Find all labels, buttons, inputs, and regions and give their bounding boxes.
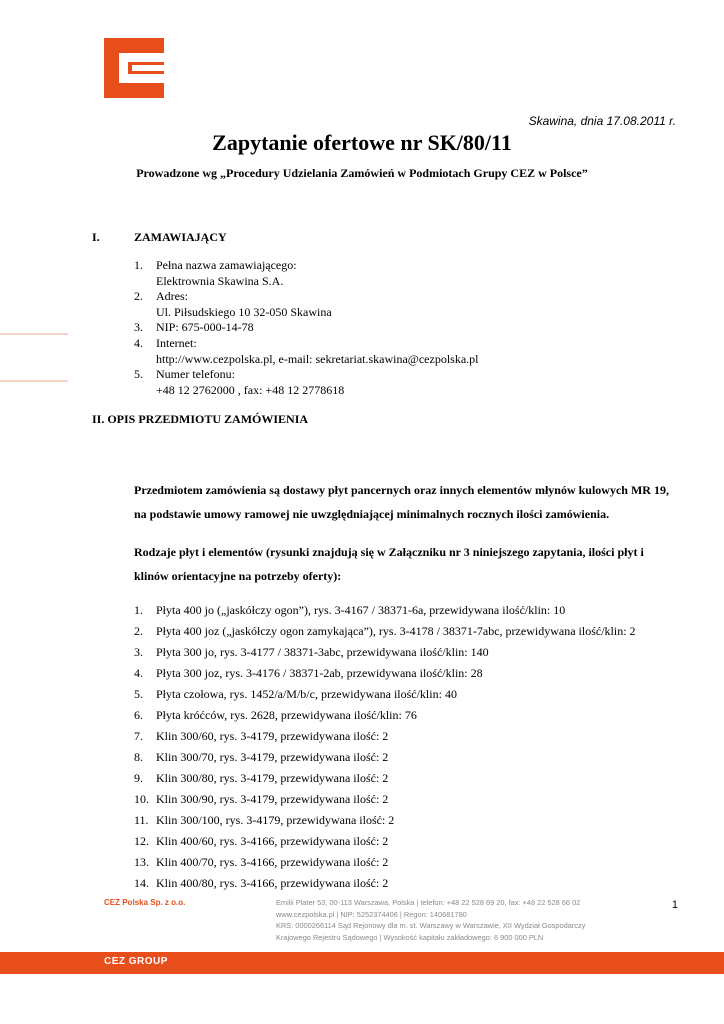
elements-intro: Rodzaje płyt i elementów (rysunki znajdują się w Załączniku nr 3 niniejszego zapytania, ilości płyt i klinów orientacyjne na potrzeby oferty): xyxy=(134,545,644,583)
list-item: 6. Płyta króćców, rys. 2628, przewidywana ilość/klin: 76 xyxy=(134,708,417,722)
margin-divider xyxy=(0,333,68,335)
list-item: 9. Klin 300/80, rys. 3-4179, przewidywana ilość: 2 xyxy=(134,771,389,785)
list-item: 2. Płyta 400 joz („jaskółczy ogon zamykająca”), rys. 3-4178 / 38371-7abc, przewidywana ilość/klin: 2 xyxy=(134,624,636,638)
list-item: 5. Numer telefonu: xyxy=(134,367,235,382)
list-item: 7. Klin 300/60, rys. 3-4179, przewidywana ilość: 2 xyxy=(134,729,389,743)
list-item: http://www.cezpolska.pl, e-mail: sekretariat.skawina@cezpolska.pl xyxy=(156,351,479,366)
section-1-title: ZAMAWIAJĄCY xyxy=(134,230,227,244)
page-subtitle: Prowadzone wg „Procedury Udzielania Zamówień w Podmiotach Grupy CEZ w Polsce” xyxy=(136,166,588,180)
list-item: 10. Klin 300/90, rys. 3-4179, przewidywana ilość: 2 xyxy=(134,792,389,806)
list-item: +48 12 2762000 , fax: +48 12 2778618 xyxy=(156,382,345,397)
list-item: 13. Klin 400/70, rys. 3-4166, przewidywana ilość: 2 xyxy=(134,855,389,869)
footer-company-info: Emilii Plater 53, 00-113 Warszawa, Polska | telefon: +48 22 528 69 20, fax: +48 22 528 66 02 www.cezpolska.pl | NIP: 5252374406 | Regon: 140681780 KRS: 0000266114 Sąd Rejonowy dla m. st. Warszawy w Warszawie, XII Wydział Gospodarczy Krajowego Rejestru Sądowego | Wysokość kapitału zakładowego: 6 900 000 PLN xyxy=(276,898,586,942)
list-item: 5. Płyta czołowa, rys. 1452/a/M/b/c, przewidywana ilość/klin: 40 xyxy=(134,687,457,701)
list-item: 2. Adres: xyxy=(134,289,188,304)
list-item: 3. NIP: 675-000-14-78 xyxy=(134,320,254,335)
list-item: 4. Płyta 300 joz, rys. 3-4176 / 38371-2ab, przewidywana ilość/klin: 28 xyxy=(134,666,483,680)
list-item: Elektrownia Skawina S.A. xyxy=(156,273,284,288)
page-number: 1 xyxy=(671,899,678,911)
document-date: Skawina, dnia 17.08.2011 r. xyxy=(528,114,676,128)
list-item: Ul. Piłsudskiego 10 32-050 Skawina xyxy=(156,304,332,319)
cez-logo-icon xyxy=(104,38,164,98)
list-item: 11. Klin 300/100, rys. 3-4179, przewidywana ilość: 2 xyxy=(134,813,395,827)
elements-list xyxy=(134,603,636,897)
footer-group-label: CEZ GROUP xyxy=(104,956,168,967)
list-item: 1. Pełna nazwa zamawiającego: xyxy=(134,258,297,272)
list-item: 12. Klin 400/60, rys. 3-4166, przewidywana ilość: 2 xyxy=(134,834,389,848)
page-title: Zapytanie ofertowe nr SK/80/11 xyxy=(212,130,512,155)
list-item: 8. Klin 300/70, rys. 3-4179, przewidywana ilość: 2 xyxy=(134,750,389,764)
list-item: 14. Klin 400/80, rys. 3-4166, przewidywana ilość: 2 xyxy=(134,876,389,890)
list-item: 3. Płyta 300 jo, rys. 3-4177 / 38371-3abc, przewidywana ilość/klin: 140 xyxy=(134,645,489,659)
section-2-title: II. OPIS PRZEDMIOTU ZAMÓWIENIA xyxy=(92,412,309,426)
list-item: 4. Internet: xyxy=(134,335,197,350)
list-item: 1. Płyta 400 jo („jaskółczy ogon”), rys. 3-4167 / 38371-6a, przewidywana ilość/klin: 10 xyxy=(134,603,566,617)
section-1-number: I. xyxy=(92,230,100,244)
orderer-details-list xyxy=(134,258,479,398)
margin-divider xyxy=(0,380,68,382)
order-description: Przedmiotem zamówienia są dostawy płyt pancernych oraz innych elementów młynów kulowych MR 19, na podstawie umowy ramowej nie uwzględniającej minimalnych rocznych ilości zamówienia. xyxy=(134,483,669,521)
footer-company-name: CEZ Polska Sp. z o.o. xyxy=(104,898,186,907)
